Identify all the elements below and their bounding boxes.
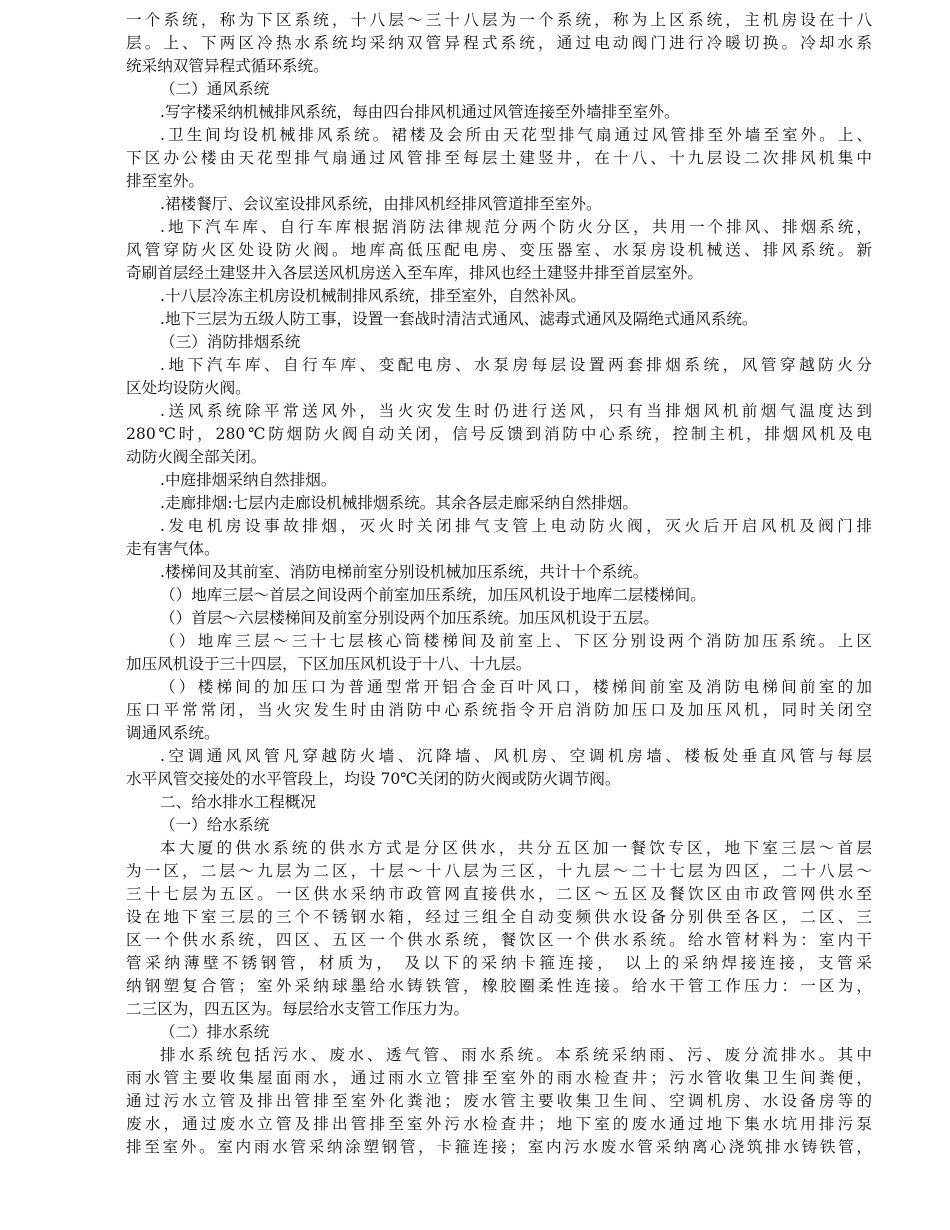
body-text-line: 下区办公楼由天花型排气扇通过风管排至每层土建竖井，在十八、十九层设二次排风机集中 (126, 149, 872, 167)
body-text-line: 一个系统，称为下区系统，十八层～三十八层为一个系统，称为上区系统，主机房设在十八 (126, 11, 872, 29)
body-text-line: 纳钢塑复合管；室外采纳球墨给水铸铁管，橡胶圈柔性连接。给水干管工作压力：一区为， (126, 977, 872, 995)
body-text-line: 二三区为，四五区为。每层给水支管工作压力为。 (126, 1000, 470, 1018)
body-text-line: .空调通风风管凡穿越防火墙、沉降墙、风机房、空调机房墙、楼板处垂直风管与每层 (160, 747, 872, 765)
body-text-line: .十八层冷冻主机房设机械制排风系统，排至室外，自然补风。 (160, 287, 586, 305)
body-text-line: .楼梯间及其前室、消防电梯前室分别设机械加压系统，共计十个系统。 (160, 563, 649, 581)
body-text-line: 排水系统包括污水、废水、透气管、雨水系统。本系统采纳雨、污、废分流排水。其中 (160, 1046, 872, 1064)
body-text-line: .发电机房设事故排烟，灭火时关闭排气支管上电动防火阀，灭火后开启风机及阀门排 (160, 517, 872, 535)
body-text-line: 统采纳双管异程式循环系统。 (126, 57, 329, 75)
body-text-line: 压口平常常闭，当火灾发生时由消防中心系统指令开启消防加压口及加压风机，同时关闭空 (126, 701, 872, 719)
body-text-line: 雨水管主要收集屋面雨水，通过雨水立管排至室外的雨水检查井；污水管收集卫生间粪便， (126, 1069, 872, 1087)
body-text-line: .走廊排烟:七层内走廊设机械排烟系统。其余各层走廊采纳自然排烟。 (160, 494, 639, 512)
body-text-line: .卫生间均设机械排风系统。裙楼及会所由天花型排气扇通过风管排至外墙至室外。上、 (160, 126, 872, 144)
body-text-line: .送风系统除平常送风外，当火灾发生时仍进行送风，只有当排烟风机前烟气温度达到 (160, 402, 872, 420)
body-text-line: 动防火阀全部关闭。 (126, 448, 267, 466)
body-text-line: .地下三层为五级人防工事，设置一套战时清洁式通风、滤毒式通风及隔绝式通风系统。 (160, 310, 758, 328)
body-text-line: 调通风系统。 (126, 724, 220, 742)
body-text-line: 本大厦的供水系统的供水方式是分区供水，共分五区加一餐饮专区，地下室三层～首层 (160, 839, 872, 857)
body-text-line: .地下汽车库、自行车库、变配电房、水泵房每层设置两套排烟系统，风管穿越防火分 (160, 356, 872, 374)
body-text-line: 废水，通过废水立管及排出管排至室外污水检查井；地下室的废水通过地下集水坑用排污泵 (126, 1115, 872, 1133)
body-text-line: 区一个供水系统，四区、五区一个供水系统，餐饮区一个供水系统。给水管材料为：室内干 (126, 931, 872, 949)
body-text-line: 加压风机设于三十四层，下区加压风机设于十八、十九层。 (126, 655, 532, 673)
body-text-line: 排至室外。 (126, 172, 204, 190)
body-text-line: 走有害气体。 (126, 540, 220, 558)
body-text-line: 管采纳薄壁不锈钢管，材质为， 及以下的采纳卡箍连接， 以上的采纳焊接连接，支管采 (126, 954, 872, 972)
body-text-line: 通过污水立管及排出管排至室外化粪池；废水管主要收集卫生间、空调机房、水设备房等的 (126, 1092, 872, 1110)
body-text-line: 为一区，二层～九层为二区，十层～十八层为三区，十九层～二十七层为四区，二十八层～ (126, 862, 872, 880)
body-text-line: 280℃时，280℃防烟防火阀自动关闭，信号反馈到消防中心系统，控制主机，排烟风机及电 (126, 425, 872, 443)
body-text-line: 奇刷首层经土建竖井入各层送风机房送入至车库，排风也经土建竖井排至首层室外。 (126, 264, 703, 282)
body-text-line: 水平风管交接处的水平管段上，均设 70℃关闭的防火阀或防火调节阀。 (126, 770, 621, 788)
section-heading: （二）排水系统 (160, 1023, 270, 1041)
body-text-line: .裙楼餐厅、会议室设排风系统，由排风机经排风管道排至室外。 (160, 195, 602, 213)
body-text-line: .中庭排烟采纳自然排烟。 (160, 471, 337, 489)
section-heading: （一）给水系统 (160, 816, 270, 834)
body-text-line: （）首层～六层楼梯间及前室分别设两个加压系统。加压风机设于五层。 (160, 609, 660, 627)
section-heading: （三）消防排烟系统 (160, 333, 301, 351)
body-text-line: .地下汽车库、自行车库根据消防法律规范分两个防火分区，共用一个排风、排烟系统， (160, 218, 872, 236)
body-text-line: 层。上、下两区冷热水系统均采纳双管异程式系统，通过电动阀门进行冷暖切换。冷却水系 (126, 34, 872, 52)
body-text-line: 设在地下室三层的三个不锈钢水箱，经过三组全自动变频供水设备分别供至各区，二区、三 (126, 908, 872, 926)
body-text-line: 排至室外。室内雨水管采纳涂塑钢管，卡箍连接；室内污水废水管采纳离心浇筑排水铸铁管， (126, 1138, 872, 1156)
body-text-line: （）地库三层～三十七层核心筒楼梯间及前室上、下区分别设两个消防加压系统。上区 (160, 632, 872, 650)
body-text-line: （）楼梯间的加压口为普通型常开铝合金百叶风口，楼梯间前室及消防电梯间前室的加 (160, 678, 872, 696)
body-text-line: （）地库三层～首层之间设两个前室加压系统，加压风机设于地库二层楼梯间。 (160, 586, 706, 604)
section-heading: 二、给水排水工程概况 (160, 793, 316, 811)
section-heading: （二）通风系统 (160, 80, 270, 98)
body-text-line: 区处均设防火阀。 (126, 379, 251, 397)
body-text-line: .写字楼采纳机械排风系统，每由四台排风机通过风管连接至外墙排至室外。 (160, 103, 680, 121)
body-text-line: 风管穿防火区处设防火阀。地库高低压配电房、变压器室、水泵房设机械送、排风系统。新 (126, 241, 872, 259)
body-text-line: 三十七层为五区。一区供水采纳市政管网直接供水，二区～五区及餐饮区由市政管网供水至 (126, 885, 872, 903)
